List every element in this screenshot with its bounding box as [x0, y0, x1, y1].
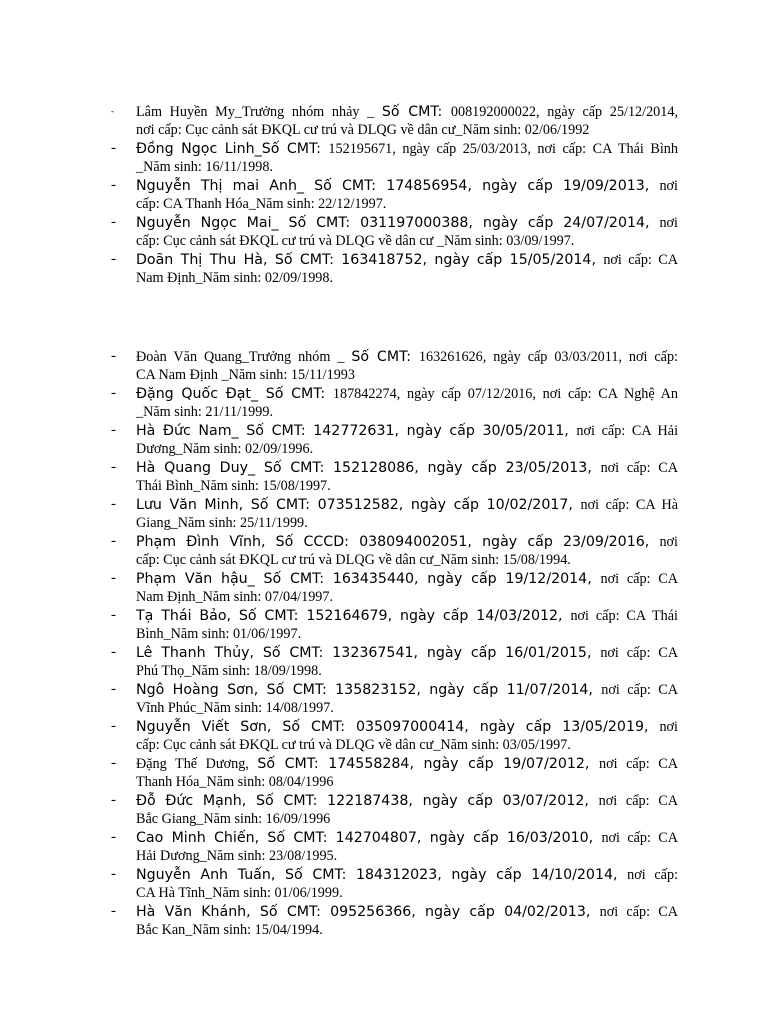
list-bullet: - [111, 422, 116, 438]
entry-text-issuer: 152195671, ngày cấp 25/03/2013, nơi cấp: CA Thái Bình [328, 141, 678, 157]
entry-second-line: _Năm sinh: 16/11/1998. [136, 159, 274, 175]
entry-text-issuer: 163261626, ngày cấp 03/03/2011, nơi cấp: [418, 349, 678, 365]
entry-second-line: cấp: CA Thanh Hóa_Năm sinh: 22/12/1997. [136, 196, 387, 212]
entry-text-serif: Đặng Thế Dương, [136, 756, 258, 772]
list-bullet: - [111, 755, 116, 771]
list-item [111, 754, 678, 791]
list-bullet: - [111, 570, 116, 586]
entry-first-line [136, 606, 678, 626]
list-bullet: - [111, 385, 116, 401]
entry-text-id: Đồng Ngọc Linh_Số CMT: [136, 141, 329, 157]
entry-text-id: Nguyễn Thị mai Anh_ Số CMT: 174856954, ngày cấp 19/09/2013, [136, 178, 660, 194]
entry-text-id: Số CMT: [381, 104, 451, 120]
list-bullet: - [111, 140, 116, 156]
list-bullet: - [111, 607, 116, 623]
entry-text-issuer: nơi cấp: CA [603, 252, 678, 268]
entry-text-serif: Đoàn Văn Quang_Trưởng nhóm _ [136, 349, 352, 365]
entry-first-line [136, 532, 678, 552]
entry-second-line: Bắc Giang_Năm sinh: 16/09/1996 [136, 811, 331, 827]
entry-second-line: Nam Định_Năm sinh: 07/04/1997. [136, 589, 334, 605]
entry-text-issuer: nơi cấp: CA [600, 460, 678, 476]
list-bullet: - [111, 459, 116, 475]
entry-second-line: CA Hà Tĩnh_Năm sinh: 01/06/1999. [136, 885, 343, 901]
entry-text-id: Phạm Văn hậu_ Số CMT: 163435440, ngày cấp 19/12/2014, [136, 571, 601, 587]
entry-second-line: Bắc Kan_Năm sinh: 15/04/1994. [136, 922, 323, 938]
entry-first-line [136, 791, 678, 811]
entry-first-line [136, 828, 678, 848]
entry-text-issuer: nơi cấp: CA Thái [570, 608, 678, 624]
list-item [111, 139, 678, 176]
list-item [111, 791, 678, 828]
list-bullet: - [111, 644, 116, 660]
entry-second-line: Vĩnh Phúc_Năm sinh: 14/08/1997. [136, 700, 334, 716]
entry-text-issuer: nơi [659, 215, 678, 231]
list-bullet: - [111, 251, 116, 267]
entry-text-id: Tạ Thái Bảo, Số CMT: 152164679, ngày cấp 14/03/2012, [136, 608, 571, 624]
entry-second-line: _Năm sinh: 21/11/1999. [136, 404, 274, 420]
entry-text-id: Lê Thanh Thủy, Số CMT: 132367541, ngày cấp 16/01/2015, [136, 645, 601, 661]
list-item [111, 902, 678, 939]
entry-second-line: Phú Thọ_Năm sinh: 18/09/1998. [136, 663, 322, 679]
list-bullet: - [111, 718, 116, 734]
list-item [111, 250, 678, 287]
entry-text-id: Nguyễn Anh Tuấn, Số CMT: 184312023, ngày cấp 14/10/2014, [136, 867, 628, 883]
list-item [111, 532, 678, 569]
entry-first-line [136, 902, 678, 922]
list-item [111, 176, 678, 213]
entry-text-id: Nguyễn Viết Sơn, Số CMT: 035097000414, ngày cấp 13/05/2019, [136, 719, 660, 735]
list-bullet: - [111, 792, 116, 808]
entry-text-issuer: nơi cấp: CA [598, 756, 678, 772]
entry-second-line: Nam Định_Năm sinh: 02/09/1998. [136, 270, 334, 286]
entry-text-id: Phạm Đình Vĩnh, Số CCCD: 038094002051, ngày cấp 23/09/2016, [136, 534, 660, 550]
list-bullet: - [111, 903, 116, 919]
entry-second-line: Giang_Năm sinh: 25/11/1999. [136, 515, 308, 531]
list-item [111, 680, 678, 717]
entry-first-line [136, 717, 678, 737]
list-bullet: - [111, 681, 116, 697]
entry-text-serif: Lâm Huyền My_Trưởng nhóm nhảy _ [136, 104, 382, 120]
member-list-group-2 [111, 347, 678, 939]
entry-first-line [136, 680, 678, 700]
entry-second-line: Thái Bình_Năm sinh: 15/08/1997. [136, 478, 331, 494]
list-item [111, 102, 678, 139]
entry-second-line: nơi cấp: Cục cảnh sát ĐKQL cư trú và DLQG về dân cư_Năm sinh: 02/06/1992 [136, 122, 590, 138]
list-bullet: - [111, 829, 116, 845]
entry-text-issuer: nơi cấp: CA Hải [576, 423, 679, 439]
entry-text-id: Hà Văn Khánh, Số CMT: 095256366, ngày cấp 04/02/2013, [136, 904, 600, 920]
list-item [111, 828, 678, 865]
entry-text-issuer: 187842274, ngày cấp 07/12/2016, nơi cấp: CA Nghệ An [332, 386, 678, 402]
list-item [111, 421, 678, 458]
list-bullet: - [111, 106, 114, 116]
entry-text-id: Doãn Thị Thu Hà, Số CMT: 163418752, ngày cấp 15/05/2014, [136, 252, 604, 268]
entry-first-line [136, 102, 678, 122]
entry-first-line [136, 495, 678, 515]
entry-first-line [136, 754, 678, 774]
list-item [111, 384, 678, 421]
entry-first-line [136, 176, 678, 196]
list-item [111, 213, 678, 250]
entry-second-line: Dương_Năm sinh: 02/09/1996. [136, 441, 314, 457]
list-bullet: - [111, 533, 116, 549]
entry-text-issuer: nơi [659, 178, 678, 194]
entry-text-id: Cao Minh Chiến, Số CMT: 142704807, ngày cấp 16/03/2010, [136, 830, 602, 846]
entry-text-issuer: nơi [659, 534, 678, 550]
list-item [111, 643, 678, 680]
list-item [111, 569, 678, 606]
entry-first-line [136, 643, 678, 663]
entry-text-id: Hà Quang Duy_ Số CMT: 152128086, ngày cấp 23/05/2013, [136, 460, 601, 476]
list-bullet: - [111, 496, 116, 512]
entry-text-id: Ngô Hoàng Sơn, Số CMT: 135823152, ngày cấp 11/07/2014, [136, 682, 602, 698]
list-bullet: - [111, 214, 116, 230]
entry-second-line: Thanh Hóa_Năm sinh: 08/04/1996 [136, 774, 334, 790]
entry-first-line [136, 421, 678, 441]
entry-first-line [136, 213, 678, 233]
entry-second-line: cấp: Cục cảnh sát ĐKQL cư trú và DLQG về dân cư_Năm sinh: 15/08/1994. [136, 552, 571, 568]
list-item [111, 347, 678, 384]
entry-second-line: cấp: Cục cảnh sát ĐKQL cư trú và DLQG về dân cư _Năm sinh: 03/09/1997. [136, 233, 575, 249]
entry-text-issuer: nơi [659, 719, 678, 735]
entry-first-line [136, 865, 678, 885]
entry-second-line: Hải Dương_Năm sinh: 23/08/1995. [136, 848, 338, 864]
entry-text-issuer: nơi cấp: CA [599, 904, 678, 920]
list-bullet: - [111, 348, 116, 364]
entry-text-id: Đặng Quốc Đạt_ Số CMT: [136, 386, 333, 402]
entry-text-id: Hà Đức Nam_ Số CMT: 142772631, ngày cấp 30/05/2011, [136, 423, 577, 439]
entry-first-line [136, 569, 678, 589]
list-bullet: - [111, 177, 116, 193]
entry-second-line: cấp: Cục cảnh sát ĐKQL cư trú và DLQG về dân cư_Năm sinh: 03/05/1997. [136, 737, 571, 753]
list-bullet: - [111, 866, 116, 882]
entry-first-line [136, 139, 678, 159]
entry-text-id: Nguyễn Ngọc Mai_ Số CMT: 031197000388, ngày cấp 24/07/2014, [136, 215, 660, 231]
entry-first-line [136, 347, 678, 367]
entry-second-line: CA Nam Định _Năm sinh: 15/11/1993 [136, 367, 355, 383]
entry-text-issuer: nơi cấp: [627, 867, 678, 883]
list-item [111, 606, 678, 643]
entry-text-id: Số CMT: 174558284, ngày cấp 19/07/2012, [257, 756, 599, 772]
list-item [111, 458, 678, 495]
entry-text-id: Lưu Văn Minh, Số CMT: 073512582, ngày cấp 10/02/2017, [136, 497, 581, 513]
entry-text-id: Đỗ Đức Mạnh, Số CMT: 122187438, ngày cấp 03/07/2012, [136, 793, 599, 809]
list-item [111, 865, 678, 902]
entry-text-id: Số CMT: [351, 349, 419, 365]
entry-first-line [136, 384, 678, 404]
entry-first-line [136, 458, 678, 478]
list-item [111, 717, 678, 754]
entry-text-issuer: nơi cấp: CA [600, 571, 678, 587]
member-list-group-1 [111, 102, 678, 287]
entry-text-issuer: nơi cấp: CA Hà [580, 497, 678, 513]
list-item [111, 495, 678, 532]
entry-text-issuer: nơi cấp: CA [600, 645, 678, 661]
entry-text-issuer: nơi cấp: CA [601, 830, 678, 846]
entry-text-issuer: nơi cấp: CA [601, 682, 678, 698]
entry-text-issuer: 008192000022, ngày cấp 25/12/2014, [450, 104, 678, 120]
entry-text-issuer: nơi cấp: CA [598, 793, 678, 809]
entry-first-line [136, 250, 678, 270]
entry-second-line: Bình_Năm sinh: 01/06/1997. [136, 626, 302, 642]
